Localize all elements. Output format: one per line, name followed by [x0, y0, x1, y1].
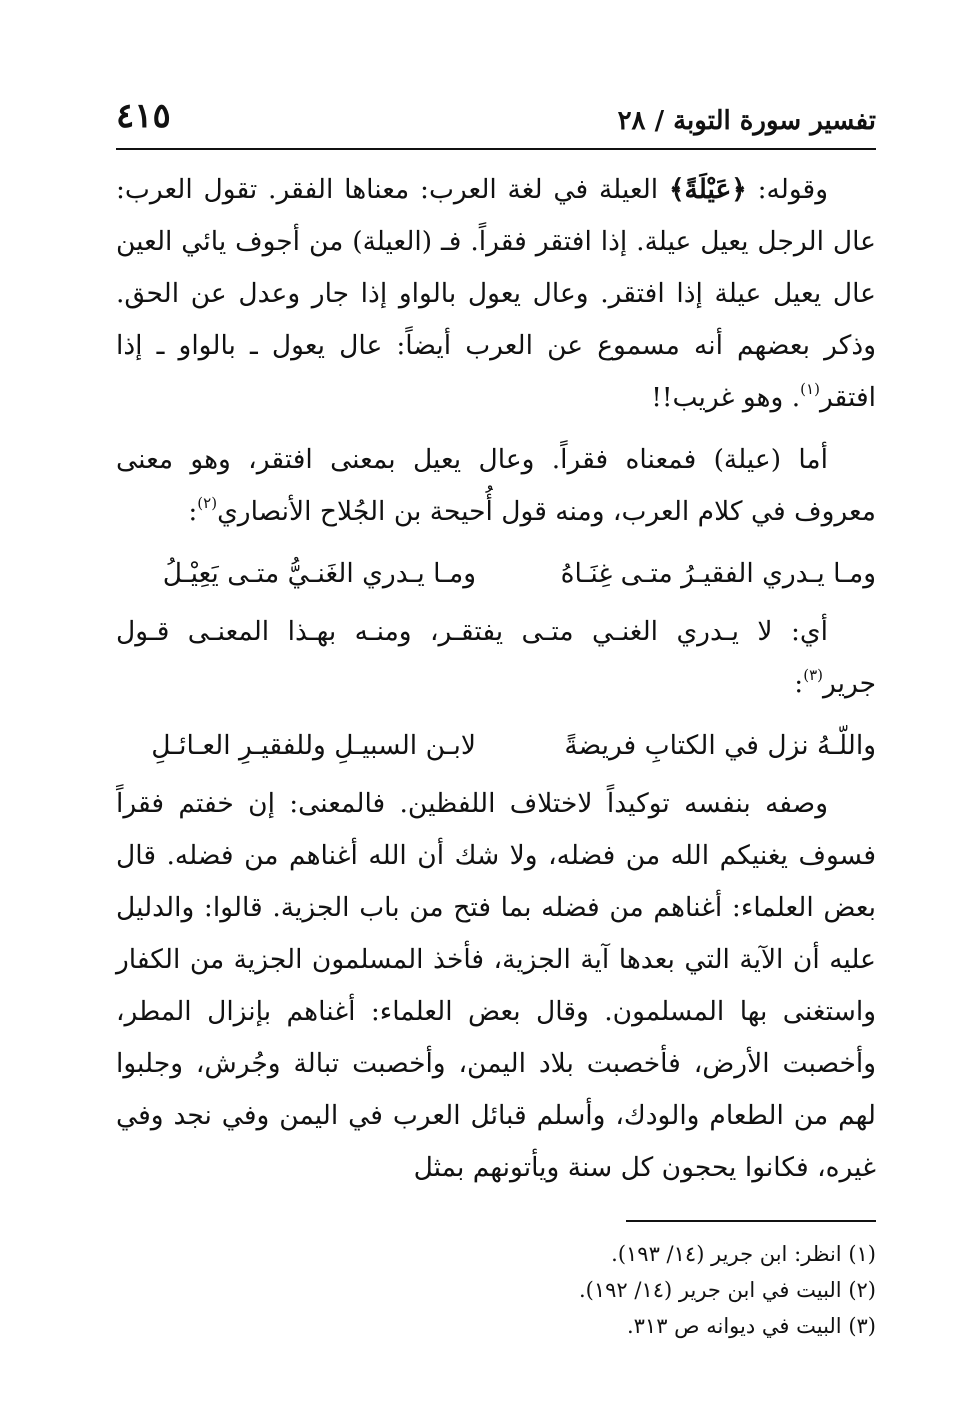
footnote-3: (٣) البيت في ديوانه ص ٣١٣.: [626, 1314, 876, 1338]
paragraph-2-after: :: [188, 496, 198, 527]
paragraph-1-text: العيلة في لغة العرب: معناها الفقر. تقول العرب: عال الرجل يعيل عيلة. إذا افتقر فقراً. فـ (العيلة) من أجوف يائي العين عال يعيل عيلة إذا افتقر. وعال يعول بالواو إذا جار وعدل عن الحق. وذكر بعضهم أنه مسموع عن العرب أيضاً: عال يعول ـ بالواو ـ إذا افتقر: [116, 174, 876, 413]
footnote-1: (١) انظر: ابن جرير (١٤/ ١٩٣).: [611, 1242, 876, 1266]
paragraph-1-prefix: وقوله:: [746, 174, 828, 205]
page-number: ٤١٥: [116, 96, 171, 136]
main-text: [116, 164, 876, 1194]
footnote-2: (٢) البيت في ابن جرير (١٤/ ١٩٢).: [578, 1278, 876, 1302]
verse-1-second-hemistich: ومـا يـدري الغَنـيُّ متـى يَعِيْـلُ: [162, 558, 476, 589]
page-header: [116, 92, 876, 150]
verse-1-first-hemistich: ومـا يـدري الفقيـرُ متـى غِنَـاهُ: [560, 558, 876, 589]
paragraph-3: [116, 606, 876, 710]
quran-word: ﴿عَيْلَةً﴾: [668, 174, 747, 205]
paragraph-2-text: أما (عيلة) فمعناه فقراً. وعال يعيل بمعنى افتقر، وهو معنى معروف في كلام العرب، ومنه قول أُحيحة بن الجُلاح الأنصاري: [116, 444, 876, 527]
running-title: تفسير سورة التوبة / ٢٨: [617, 106, 876, 136]
verse-2-first-hemistich: واللّـهُ نزل في الكتابِ فريضةً: [564, 730, 876, 761]
poetry-verse-2: [116, 720, 876, 772]
footnote-ref-1: (١): [800, 380, 820, 398]
footnotes: [116, 1236, 876, 1344]
footnote-divider: [626, 1220, 876, 1222]
verse-2-second-hemistich: لابـن السبيـلِ وللفقيـرِ العـائـلِ: [151, 730, 476, 761]
paragraph-3-text: أي: لا يـدري الغنـي متـى يفتقـر، ومنـه بهـذا المعنـى قـول جرير: [116, 616, 876, 699]
footnote-ref-3: (٣): [803, 666, 823, 684]
paragraph-1-after: . وهو غريب!!: [651, 382, 801, 413]
paragraph-1: [116, 164, 876, 424]
poetry-verse-1: [116, 548, 876, 600]
footnote-ref-2: (٢): [197, 494, 218, 512]
paragraph-2: [116, 434, 876, 538]
paragraph-4: وصفه بنفسه توكيداً لاختلاف اللفظين. فالمعنى: إن خفتم فقراً فسوف يغنيكم الله من فضله، ولا شك أن الله أغناهم من فضله. قال بعض العلماء: أغناهم من فضله بما فتح من باب الجزية. قالوا: والدليل عليه أن الآية التي بعدها آية الجزية، فأخذ المسلمون الجزية من الكفار واستغنى بها المسلمون. وقال بعض العلماء: أغناهم بإنزال المطر، وأخصبت الأرض، فأخصبت بلاد اليمن، وأخصبت تبالة وجُرش، وجلبوا لهم من الطعام والودك، وأسلم قبائل العرب في اليمن وفي نجد وفي غيره، فكانوا يحجون كل سنة ويأتونهم بمثل: [116, 788, 876, 1183]
book-page: [116, 92, 876, 1382]
paragraph-3-after: :: [794, 668, 804, 699]
